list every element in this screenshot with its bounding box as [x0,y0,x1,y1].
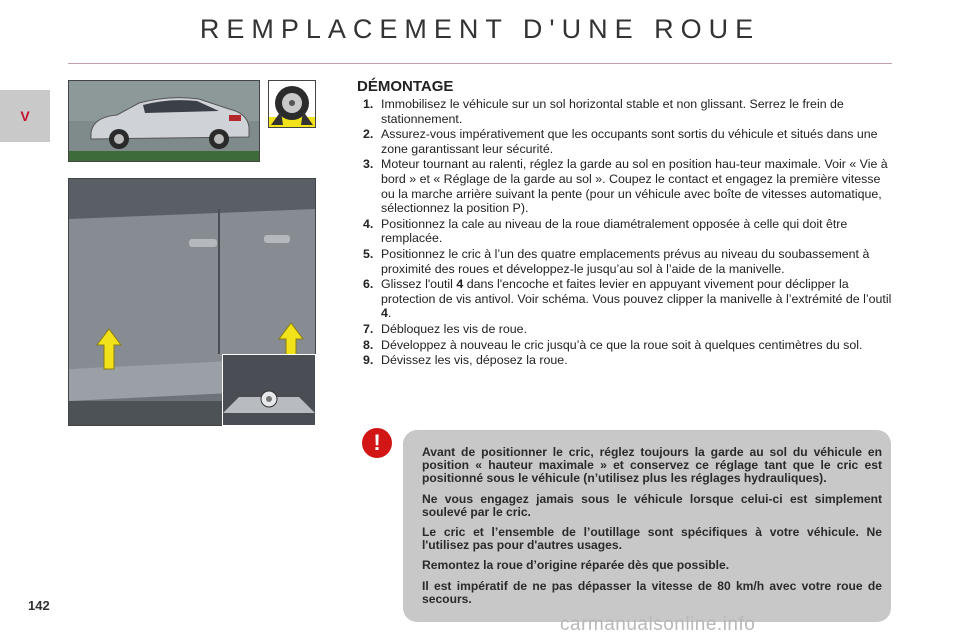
warning-paragraph: Le cric et l’ensemble de l’outillage sont spécifiques à votre véhicule. Ne l'utilisez pas pour d'autres usages. [422,525,882,553]
list-item: 8. Développez à nouveau le cric jusqu’à ce que la roue soit à quelques centimètres du sol. [363,337,863,352]
list-item: 1. Immobilisez le véhicule sur un sol horizontal stable et non glissant. Serrez le frein de stationnement. [363,97,844,126]
list-item: 9. Dévissez les vis, déposez la roue. [363,353,568,368]
warning-text [422,446,882,613]
wheel-chock-image [268,80,316,128]
removal-section [357,78,897,369]
steps-list [357,97,897,368]
warning-paragraph: Il est impératif de ne pas dépasser la vitesse de 80 km/h avec votre roue de secours. [422,578,882,606]
list-item: 2. Assurez-vous impérativement que les occupants sont sortis du véhicule et situés dans une zone garantissant leur sécurité. [363,127,878,156]
warning-paragraph: Avant de positionner le cric, réglez toujours la garde au sol du véhicule en position « hauteur maximale » et conservez ce réglage tant que le cric est positionné sous le véhicule (n’utilisez plus les réglages hydrauliques). [422,445,882,486]
title-divider [68,63,892,64]
chapter-tab[interactable]: V [0,90,50,142]
warning-icon: ! [362,428,392,458]
list-item: 4. Positionnez la cale au niveau de la roue diamétralement opposée à celle qui doit être remplacée. [363,216,848,246]
list-item: 5. Positionnez le cric à l’un des quatre emplacements prévus au niveau du soubassement à proximité des roues et développez-le jusqu’au sol à l’aide de la manivelle. [363,246,870,276]
list-item: 6. Glissez l'outil 4 dans l'encoche et faites levier en appuyant vivement pour déclipper la protection de vis antivol. Voir schéma. Vous pouvez clipper la manivelle à l’extrémité de l’outil 4. [363,277,892,321]
page-number: 142 [28,598,50,613]
section-title: DÉMONTAGE [357,78,454,95]
page-title: REMPLACEMENT D'UNE ROUE [199,14,761,44]
jack-detail-image [222,354,316,426]
warning-paragraph: Ne vous engagez jamais sous le véhicule lorsque celui-ci est simplement soulevé par le cric. [422,491,882,519]
car-side-image [68,80,260,162]
warning-paragraph: Remontez la roue d’origine réparée dès que possible. [422,558,730,573]
footer-watermark[interactable]: carmanualsonline.info [560,614,756,635]
list-item: 3. Moteur tournant au ralenti, réglez la garde au sol en position hau-teur maximale. Voir « Vie à bord » et « Réglage de la garde au sol ». Coupez le contact et engagez la première vitesse ou la marche arrière suivant la pente (pour un véhicule avec boîte de vitesses automatique, sélectionnez la position P). [363,157,888,216]
list-item: 7. Débloquez les vis de roue. [363,321,528,336]
